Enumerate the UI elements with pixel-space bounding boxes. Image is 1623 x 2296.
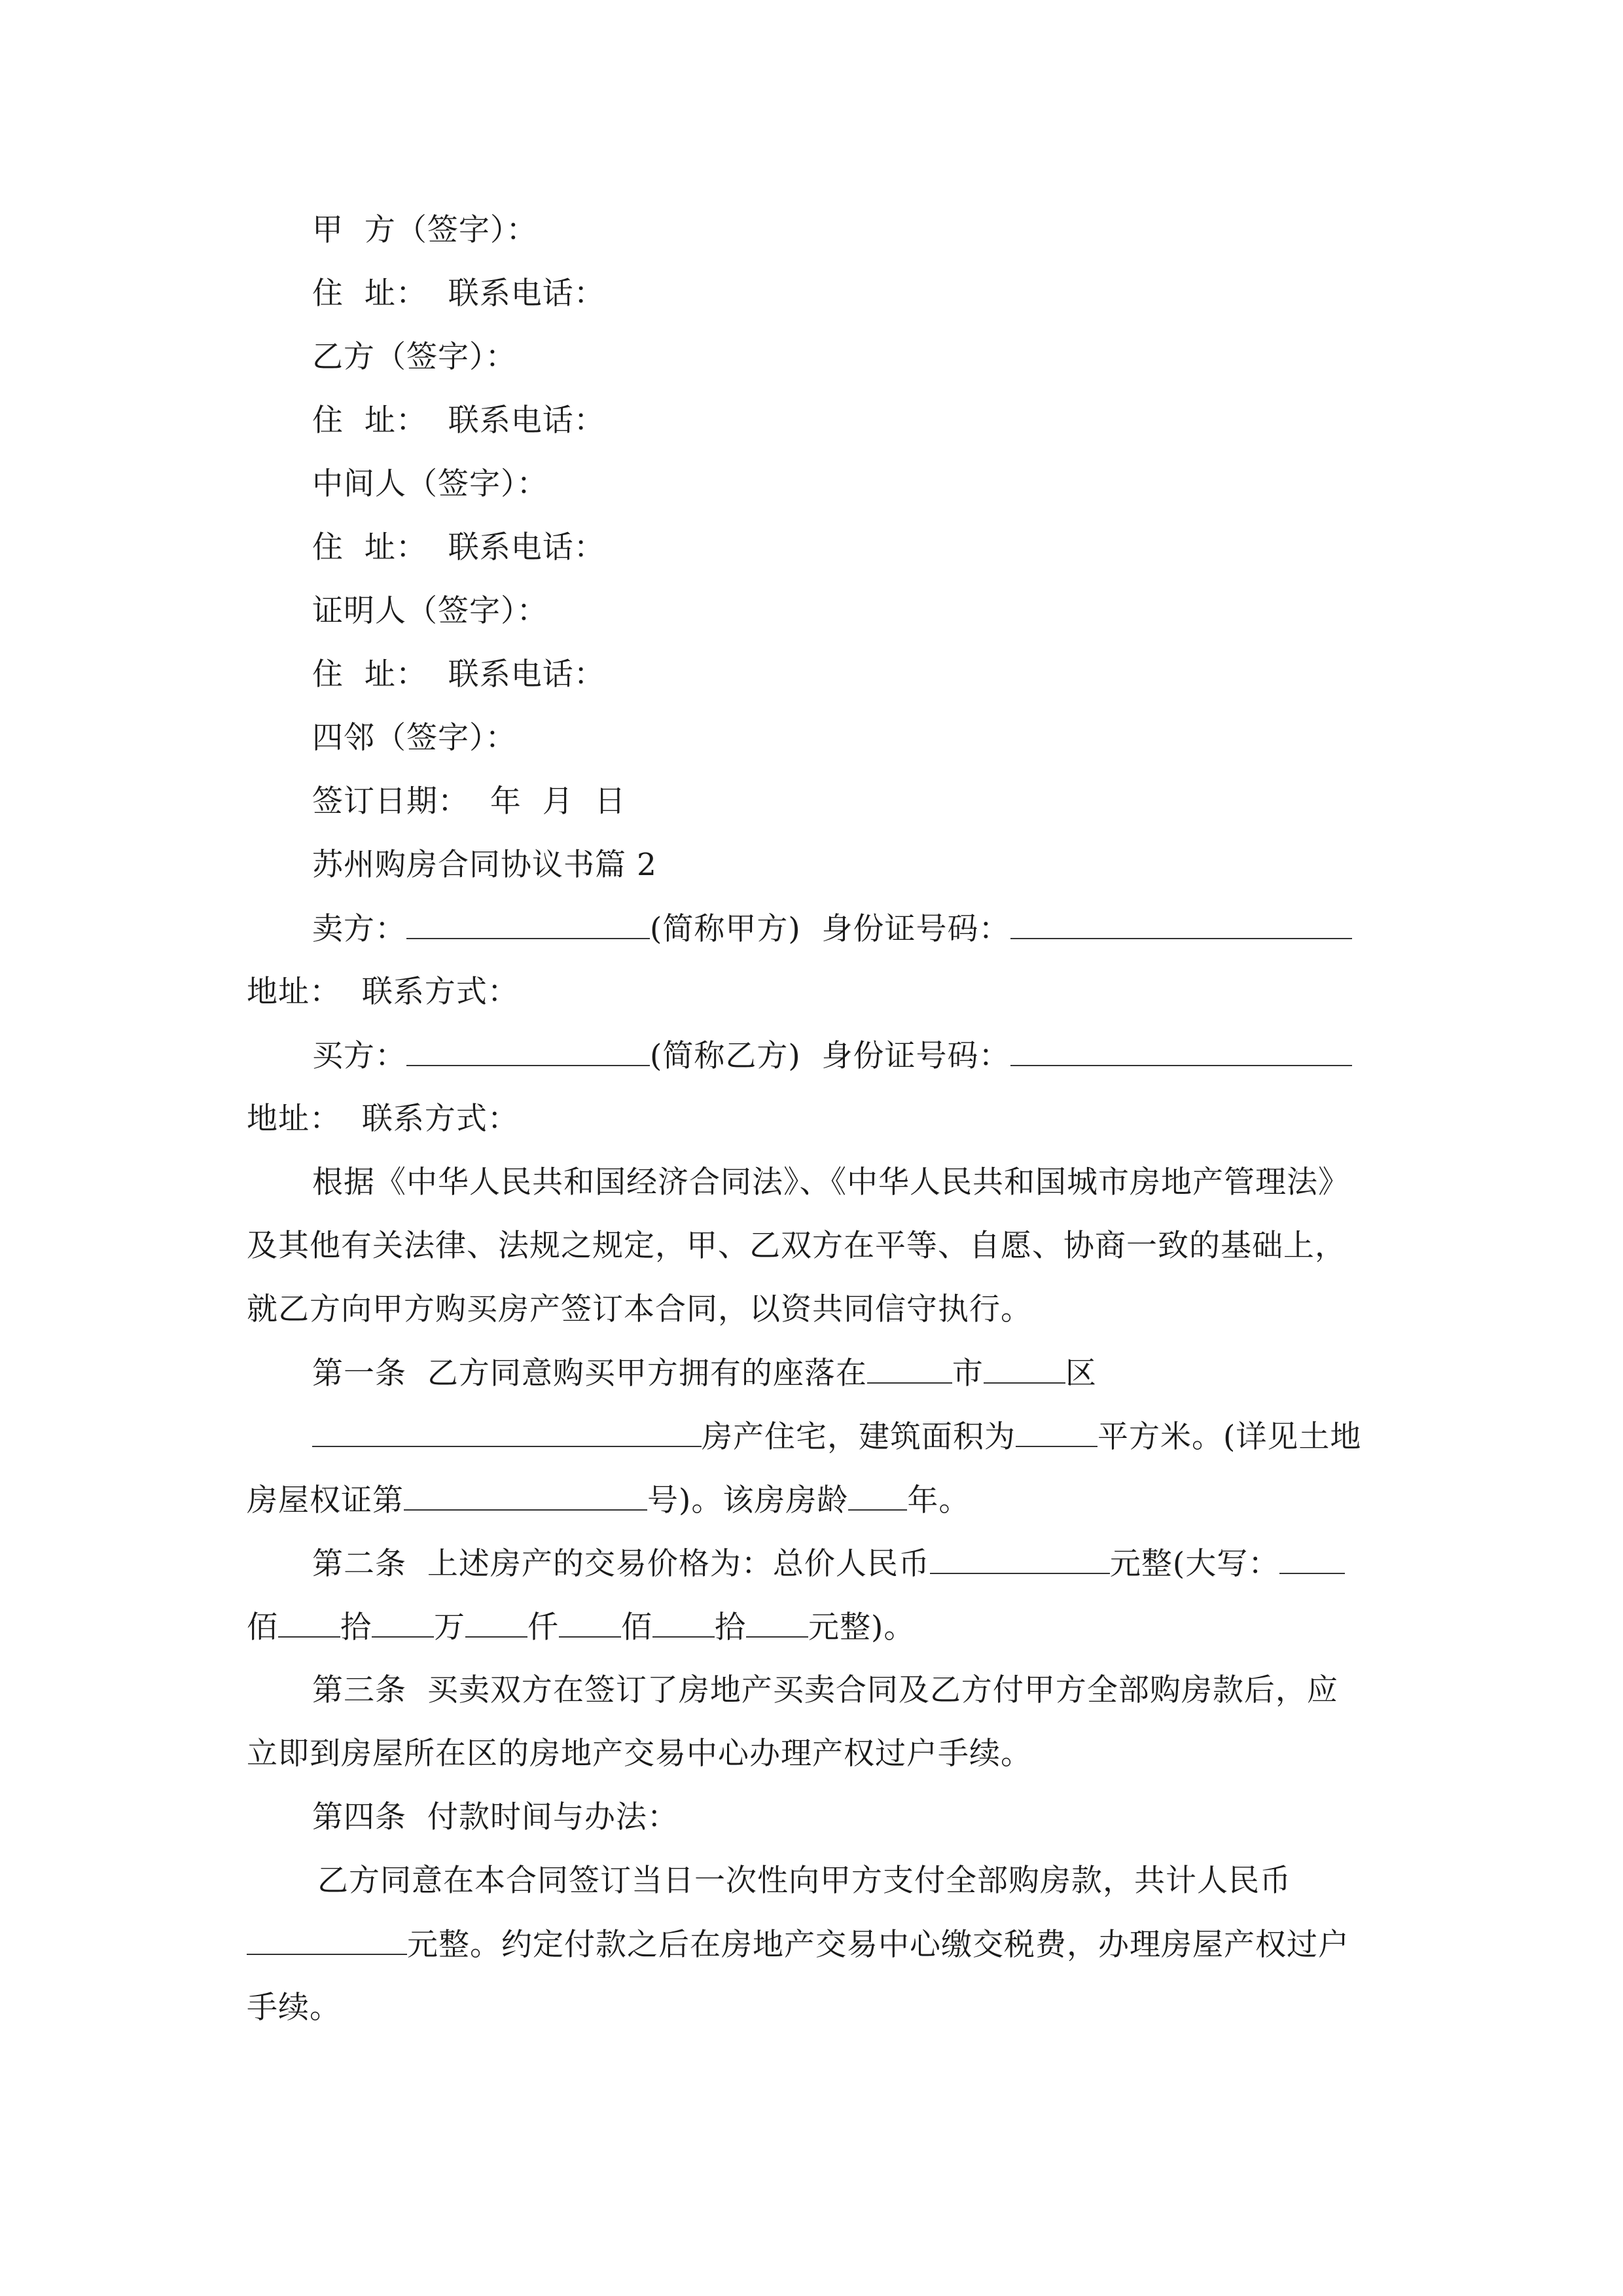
unit-blank [465, 1607, 527, 1638]
unit-1: 佰 [247, 1609, 278, 1645]
seller-line [312, 909, 1352, 948]
unit-6: 拾 [715, 1609, 746, 1645]
section-title: 苏州购房合同协议书篇 2 [312, 847, 657, 883]
article2-line-1 [312, 1544, 1345, 1583]
article1-line-2 [312, 1417, 1361, 1456]
preamble-line-2: 及其他有关法律、法规之规定，甲、乙双方在平等、自愿、协商一致的基础上， [247, 1228, 1346, 1264]
area-blank [1016, 1417, 1097, 1447]
unit-4: 仟 [527, 1609, 559, 1645]
buyer-abbr: (简称乙方) 身份证号码： [650, 1038, 1010, 1074]
unit-7: 元整)。 [808, 1609, 916, 1645]
article2-text-a: 第二条 上述房产的交易价格为：总价人民币 [312, 1546, 930, 1582]
article2-text-b: 元整(大写： [1109, 1546, 1280, 1582]
age-blank [848, 1480, 907, 1511]
total-amount-blank [247, 1925, 407, 1955]
preamble-line-3: 就乙方向甲方购买房产签订本合同，以资共同信守执行。 [247, 1291, 1032, 1327]
price-words-blank [1279, 1544, 1345, 1574]
property-location-blank [312, 1417, 702, 1447]
sign-party-b: 乙方（签字）： [312, 339, 517, 375]
article1-city: 市 [952, 1355, 984, 1391]
article1-line-3 [247, 1480, 970, 1520]
buyer-label: 买方： [312, 1038, 406, 1074]
unit-2: 拾 [340, 1609, 372, 1645]
sign-intermediary: 中间人（签字）： [312, 466, 548, 502]
article2-line-2 [247, 1607, 915, 1647]
sign-address-2: 住 址： 联系电话： [312, 403, 605, 439]
unit-blank [372, 1607, 434, 1638]
article4-line-1: 乙方同意在本合同签订当日一次性向甲方支付全部购房款，共计人民币 [317, 1863, 1291, 1899]
unit-blank [278, 1607, 340, 1638]
sign-neighbors: 四邻（签字）： [312, 720, 517, 756]
seller-label: 卖方： [312, 911, 406, 947]
article1-text-g: 号)。该房房龄 [647, 1482, 849, 1518]
city-blank [867, 1354, 952, 1384]
article4-title: 第四条 付款时间与办法： [312, 1799, 679, 1835]
unit-blank [652, 1607, 715, 1638]
buyer-name-blank [406, 1036, 650, 1066]
sign-address-4: 住 址： 联系电话： [312, 656, 605, 692]
article1-text-e: 平方米。(详见土地 [1097, 1419, 1362, 1455]
article1-district: 区 [1065, 1355, 1097, 1391]
sign-address-3: 住 址： 联系电话： [312, 529, 605, 565]
buyer-address: 地址： 联系方式： [247, 1101, 519, 1137]
buyer-line [312, 1036, 1352, 1075]
sign-date: 签订日期： 年 月 日 [312, 783, 626, 819]
unit-blank [746, 1607, 808, 1638]
seller-name-blank [406, 909, 650, 939]
preamble-line-1: 根据《中华人民共和国经济合同法》、《中华人民共和国城市房地产管理法》 [312, 1164, 1349, 1200]
seller-id-blank [1010, 909, 1352, 939]
sign-party-a: 甲 方（签字）： [312, 212, 538, 248]
sign-address-1: 住 址： 联系电话： [312, 276, 605, 312]
article1-text-d: 房产住宅，建筑面积为 [702, 1419, 1016, 1455]
article1-text-a: 第一条 乙方同意购买甲方拥有的座落在 [312, 1355, 867, 1391]
price-blank [930, 1544, 1110, 1574]
article4-text-l2: 元整。约定付款之后在房地产交易中心缴交税费，办理房屋产权过户 [407, 1927, 1349, 1963]
unit-5: 佰 [621, 1609, 652, 1645]
article1-text-h: 年。 [907, 1482, 971, 1518]
district-blank [984, 1354, 1065, 1384]
article1-line-1 [312, 1354, 1097, 1393]
seller-address: 地址： 联系方式： [247, 974, 519, 1010]
seller-abbr: (简称甲方) 身份证号码： [650, 911, 1010, 947]
article4-line-2 [247, 1925, 1349, 1964]
article4-line-3: 手续。 [247, 1990, 341, 2026]
unit-3: 万 [434, 1609, 465, 1645]
sign-witness: 证明人（签字）： [312, 593, 548, 629]
article3-line-2: 立即到房屋所在区的房地产交易中心办理产权过户手续。 [247, 1736, 1032, 1772]
article1-text-f: 房屋权证第 [247, 1482, 404, 1518]
buyer-id-blank [1010, 1036, 1352, 1066]
article3-line-1: 第三条 买卖双方在签订了房地产买卖合同及乙方付甲方全部购房款后，应 [312, 1672, 1338, 1708]
certificate-no-blank [404, 1480, 647, 1511]
unit-blank [559, 1607, 621, 1638]
